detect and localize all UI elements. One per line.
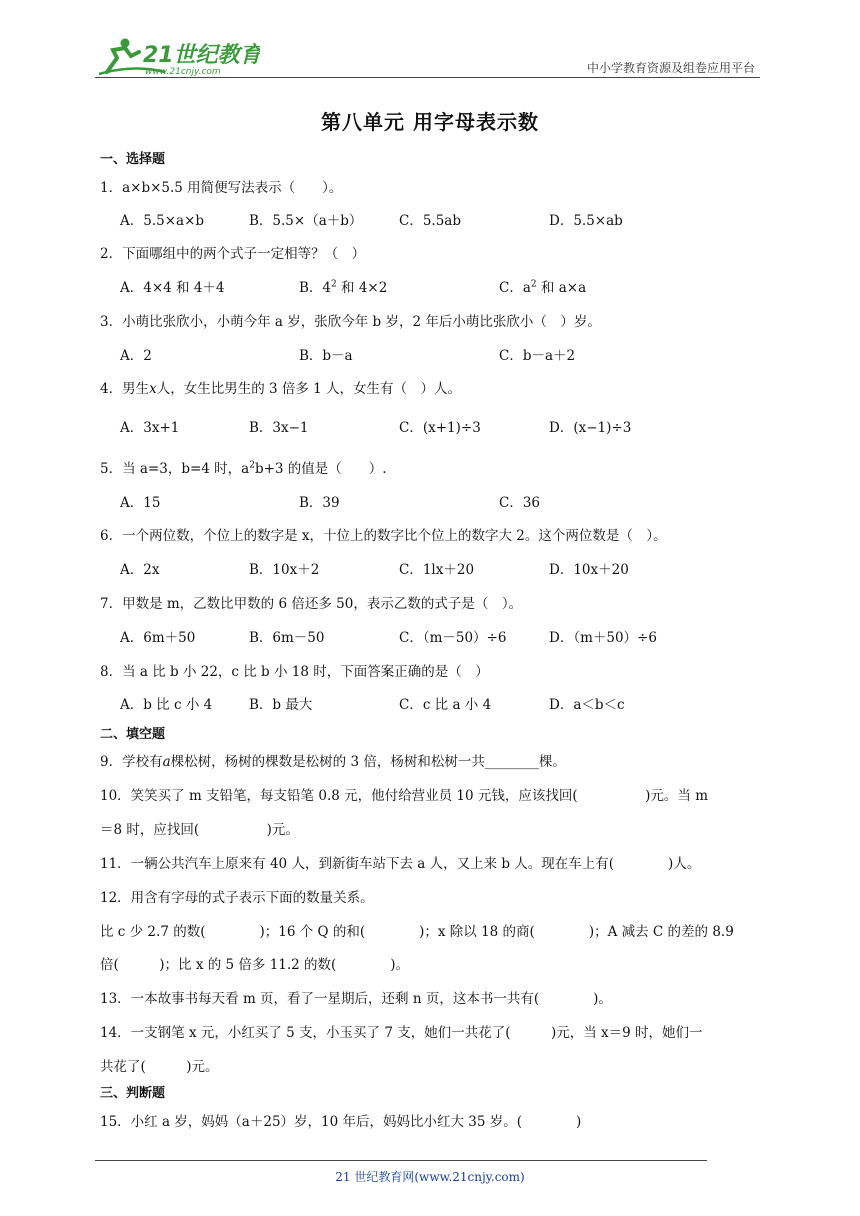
question-8-stem: 8．当 a 比 b 小 22，c 比 b 小 18 时，下面答案正确的是（ ） bbox=[100, 664, 489, 680]
q7-option-b: B．6m－50 bbox=[249, 630, 325, 646]
q6-option-b: B．10x＋2 bbox=[249, 562, 320, 578]
q1-option-b: B．5.5×（a＋b） bbox=[249, 213, 363, 229]
q7-option-c: C．（m－50）÷6 bbox=[399, 630, 507, 646]
question-9-stem: 9．学校有a棵松树，杨树的棵数是松树的 3 倍，杨树和松树一共________棵。 bbox=[100, 754, 566, 770]
question-15-stem: 15．小红 a 岁，妈妈（a＋25）岁，10 年后，妈妈比小红大 35 岁。( ) bbox=[100, 1114, 582, 1130]
q6-option-d: D．10x＋20 bbox=[549, 562, 629, 578]
question-14-line1: 14．一支钢笔 x 元，小红买了 5 支，小玉买了 7 支，她们一共花了( )元，当 x＝9 时，她们一 bbox=[100, 1025, 703, 1041]
question-2-stem: 2．下面哪组中的两个式子一定相等？（ ） bbox=[100, 246, 366, 262]
platform-label: 中小学教育资源及组卷应用平台 bbox=[586, 61, 755, 75]
q7-option-d: D．（m＋50）÷6 bbox=[549, 630, 657, 646]
q2-option-a: A．4×4 和 4＋4 bbox=[120, 280, 225, 296]
q2-option-b: B．$4^2$ 和 4×2 bbox=[299, 279, 388, 296]
footer-divider bbox=[95, 1160, 707, 1161]
section-heading-judge: 三、判断题 bbox=[100, 1086, 166, 1101]
question-11-stem: 11．一辆公共汽车上原来有 40 人，到新街车站下去 a 人，又上来 b 人。现在车上有( )人。 bbox=[100, 856, 701, 872]
question-5-stem: 5．当 a=3，b=4 时，$a^2b+3$ 的值是（ ）. bbox=[100, 460, 387, 477]
q1-option-d: D．5.5×ab bbox=[549, 213, 623, 229]
site-logo bbox=[95, 34, 260, 78]
question-7-stem: 7．甲数是 m，乙数比甲数的 6 倍还多 50，表示乙数的式子是（ ）。 bbox=[100, 596, 523, 612]
q1-option-c: C．5.5ab bbox=[399, 213, 461, 229]
q2-option-c: C．$a^2$ 和 a×a bbox=[499, 279, 587, 296]
q4-option-b: B．3x−1 bbox=[249, 420, 309, 436]
q1-option-a: A．5.5×a×b bbox=[120, 213, 205, 229]
question-13-stem: 13．一本故事书每天看 m 页，看了一星期后，还剩 n 页，这本书一共有( )。 bbox=[100, 991, 612, 1007]
question-12-stem: 12．用含有字母的式子表示下面的数量关系。 bbox=[100, 890, 374, 906]
q4-option-c: C．(x+1)÷3 bbox=[399, 420, 481, 436]
q8-option-c: C．c 比 a 小 4 bbox=[399, 697, 492, 713]
question-12-line2: 倍( )；比 x 的 5 倍多 11.2 的数( )。 bbox=[100, 957, 410, 973]
question-6-stem: 6．一个两位数，个位上的数字是 x，十位上的数字比个位上的数字大 2。这个两位数是（ ）。 bbox=[100, 528, 667, 544]
q5-option-a: A．15 bbox=[120, 495, 161, 511]
section-heading-choice: 一、选择题 bbox=[100, 152, 166, 167]
q3-option-b: B．b－a bbox=[299, 348, 353, 364]
logo-url: www.21cnjy.com bbox=[145, 67, 221, 77]
question-12-line1: 比 c 少 2.7 的数( )；16 个 Q 的和( )；x 除以 18 的商( )；A 减去 C 的差的 8.9 bbox=[100, 924, 734, 940]
question-10-line1: 10．笑笑买了 m 支铅笔，每支铅笔 0.8 元，他付给营业员 10 元钱，应该找回( )元。当 m bbox=[100, 788, 708, 804]
q8-option-a: A．b 比 c 小 4 bbox=[120, 697, 213, 713]
q4-option-d: D．(x−1)÷3 bbox=[549, 420, 632, 436]
question-3-stem: 3．小萌比张欣小，小萌今年 a 岁，张欣今年 b 岁，2 年后小萌比张欣小（ ）岁。 bbox=[100, 314, 601, 330]
q3-option-c: C．b－a＋2 bbox=[499, 348, 576, 364]
logo-text: 21世纪教育 bbox=[143, 43, 260, 68]
q5-option-b: B．39 bbox=[299, 495, 340, 511]
q6-option-a: A．2x bbox=[120, 562, 160, 578]
q6-option-c: C．1lx＋20 bbox=[399, 562, 475, 578]
q8-option-d: D．a＜b＜c bbox=[549, 697, 625, 713]
q7-option-a: A．6m＋50 bbox=[120, 630, 196, 646]
question-4-stem: 4．男生x人，女生比男生的 3 倍多 1 人，女生有（ ）人。 bbox=[100, 381, 462, 397]
q8-option-b: B．b 最大 bbox=[249, 697, 313, 713]
q4-option-a: A．3x+1 bbox=[120, 420, 180, 436]
page-title: 第八单元 用字母表示数 bbox=[321, 110, 539, 134]
header-divider bbox=[95, 77, 760, 78]
q3-option-a: A．2 bbox=[120, 348, 152, 364]
question-1-stem: 1．a×b×5.5 用简便写法表示（ ）。 bbox=[100, 180, 343, 196]
question-14-line2: 共花了( )元。 bbox=[100, 1059, 219, 1075]
section-heading-fill: 二、填空题 bbox=[100, 727, 166, 742]
footer-text: 21 世纪教育网(www.21cnjy.com) bbox=[335, 1170, 525, 1184]
question-10-line2: ＝8 时，应找回( )元。 bbox=[100, 822, 299, 838]
q5-option-c: C．36 bbox=[499, 495, 541, 511]
